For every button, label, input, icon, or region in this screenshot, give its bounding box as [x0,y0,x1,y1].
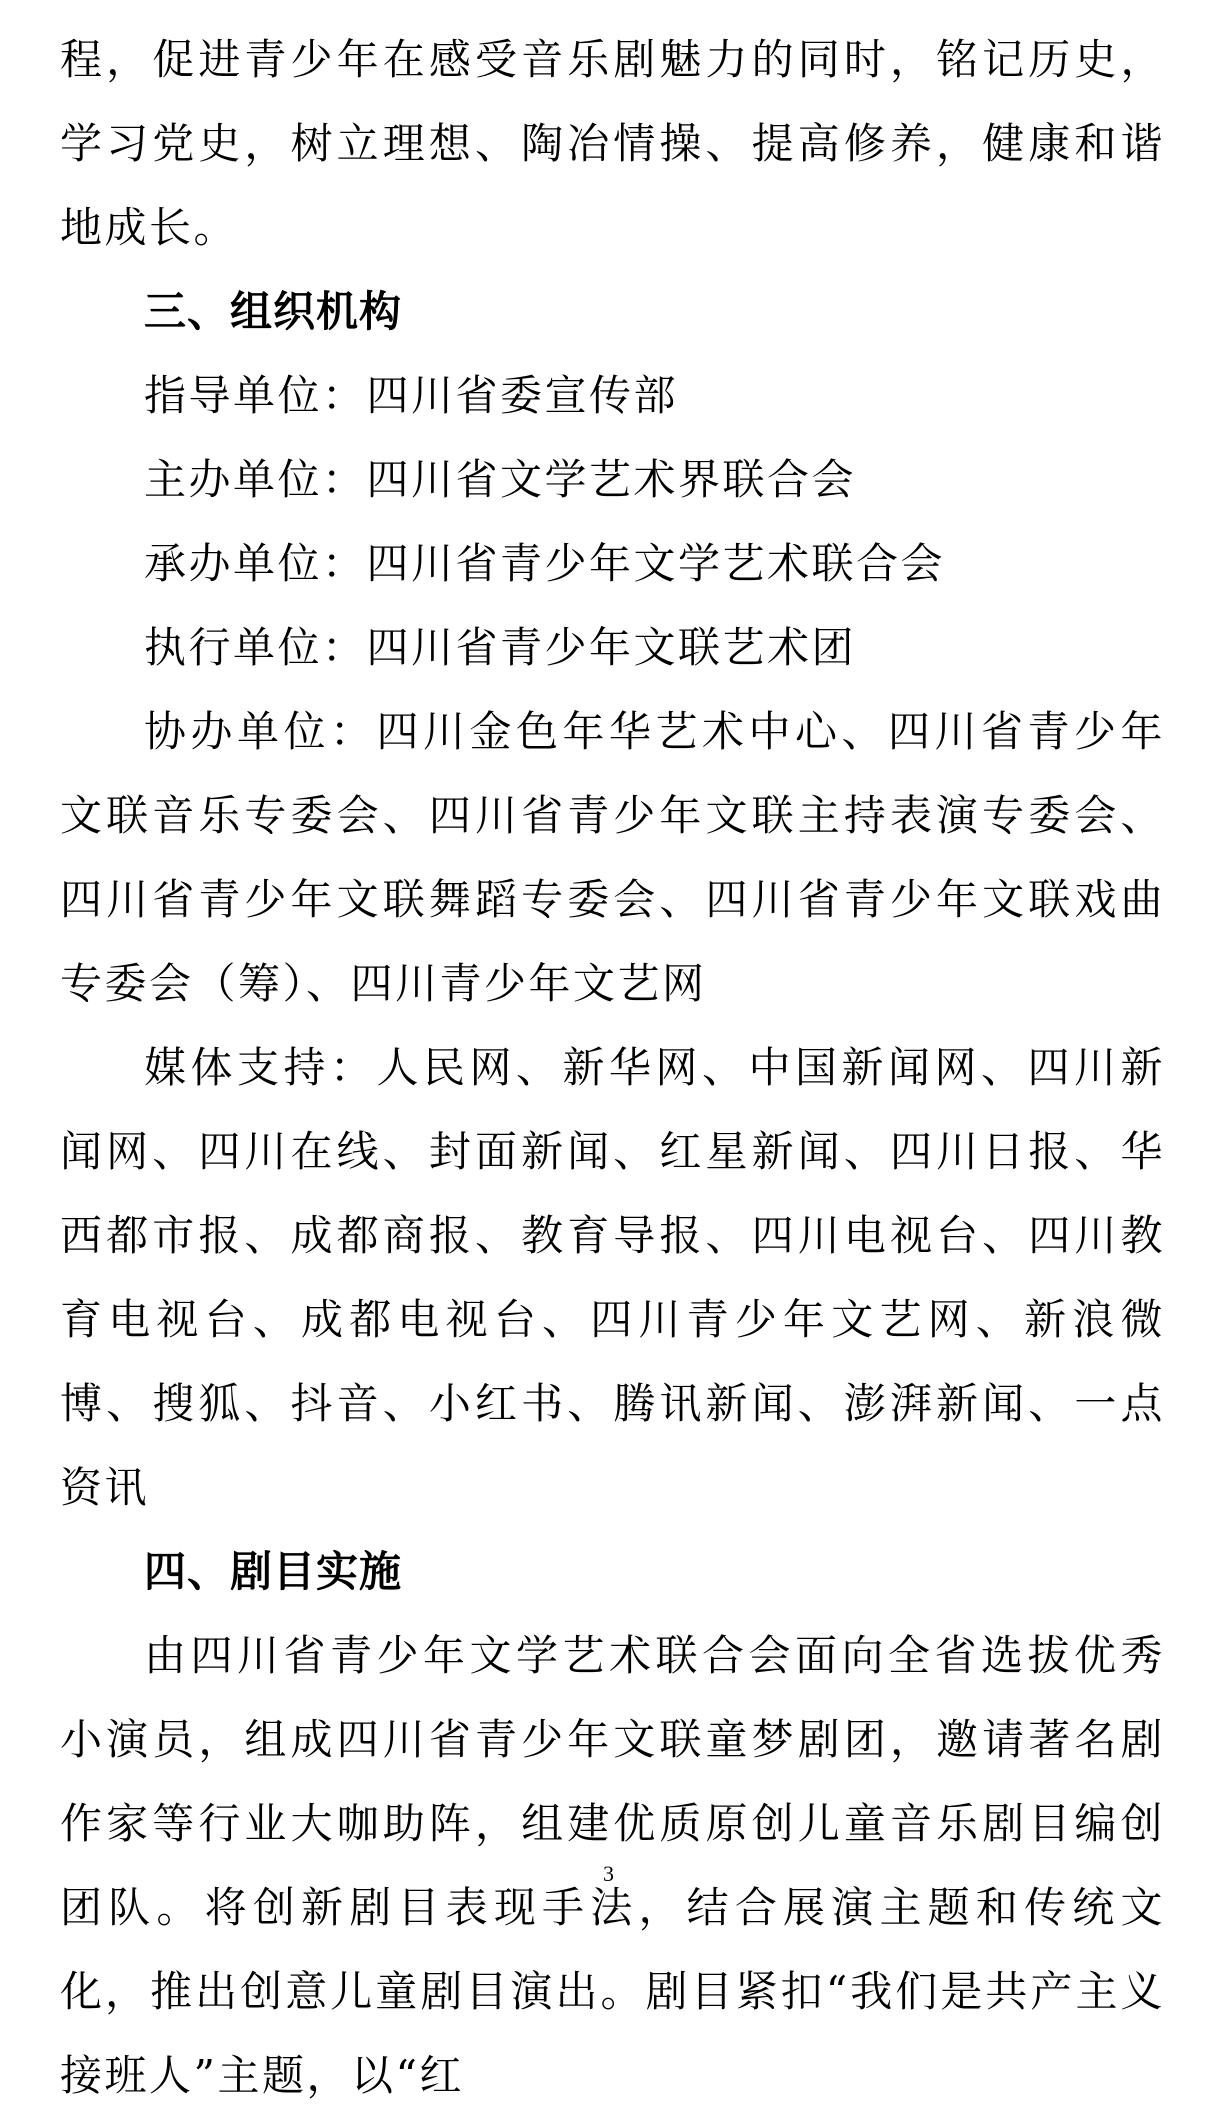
organizer-unit: 承办单位：四川省青少年文学艺术联合会 [144,539,946,588]
executor-unit: 执行单位：四川省青少年文联艺术团 [144,623,857,672]
host-unit: 主办单位：四川省文学艺术界联合会 [144,455,857,504]
document-body [60,18,1165,2118]
page-number: 3 [603,1861,614,1886]
section-heading-program: 四、剧目实施 [144,1547,403,1596]
paragraph-continuation: 程，促进青少年在感受音乐剧魅力的同时，铭记历史，学习党史，树立理想、陶冶情操、提高修养，健康和谐地成长。 [60,35,1165,252]
section-heading-organization: 三、组织机构 [144,287,403,336]
media-support: 媒体支持：人民网、新华网、中国新闻网、四川新闻网、四川在线、封面新闻、红星新闻、四川日报、华西都市报、成都商报、教育导报、四川电视台、四川教育电视台、成都电视台、四川青少年文艺网、新浪微博、搜狐、抖音、小红书、腾讯新闻、澎湃新闻、一点资讯 [60,1043,1165,1512]
guidance-unit: 指导单位：四川省委宣传部 [144,371,679,420]
co-organizer-units: 协办单位：四川金色年华艺术中心、四川省青少年文联音乐专委会、四川省青少年文联主持表演专委会、四川省青少年文联舞蹈专委会、四川省青少年文联戏曲专委会（筹）、四川青少年文艺网 [60,707,1165,1008]
program-implementation-body: 由四川省青少年文学艺术联合会面向全省选拔优秀小演员，组成四川省青少年文联童梦剧团，邀请著名剧作家等行业大咖助阵，组建优质原创儿童音乐剧目编创团队。将创新剧目表现手法，结合展演主题和传统文化，推出创意儿童剧目演出。剧目紧扣“我们是共产主义接班人”主题，以“红 [60,1631,1165,2100]
